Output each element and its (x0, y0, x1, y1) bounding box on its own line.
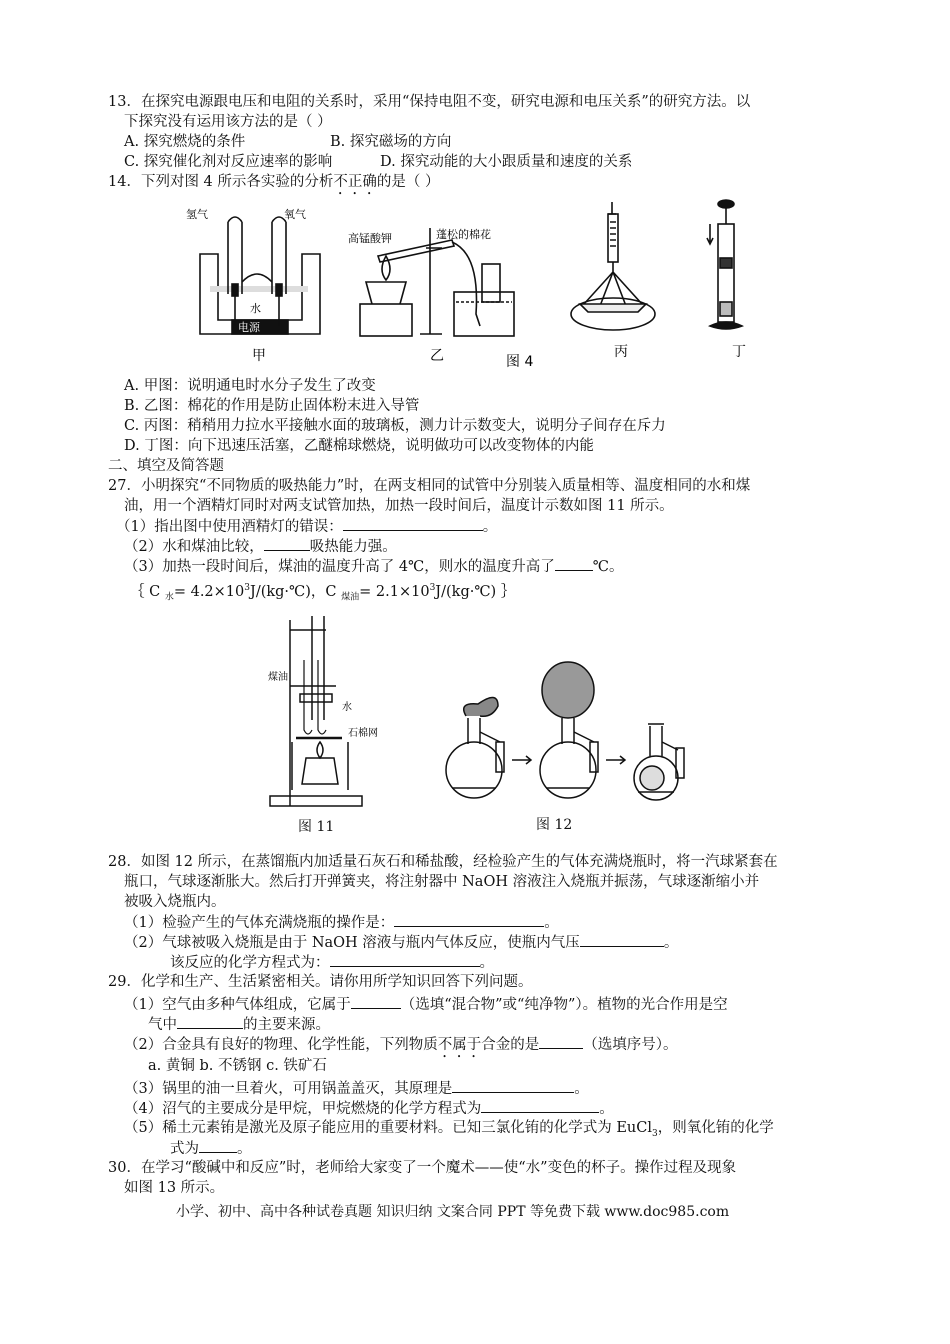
q13-option-a: A. 探究燃烧的条件 (124, 134, 246, 150)
q28-line2: 瓶口，气球逐渐胀大。然后打开弹簧夹，将注射器中 NaOH 溶液注入烧瓶并振荡，气球逐渐缩小并 (124, 874, 760, 890)
answer-blank[interactable] (394, 912, 544, 927)
q13-line1: 13．在探究电源跟电压和电阻的关系时，采用“保持电阻不变，研究电源和电压关系”的研究方法。以 (108, 94, 751, 110)
q29-sub4: （4）沼气的主要成分是甲烷，甲烷燃烧的化学方程式为 。 (124, 1098, 614, 1119)
label-asbestos: 石棉网 (348, 728, 378, 739)
q27-sub2: （2）水和煤油比较， 吸热能力强。 (124, 536, 397, 557)
figure-12 (438, 660, 700, 810)
q29-sub2-options: a. 黄铜 b. 不锈钢 c. 铁矿石 (148, 1058, 327, 1074)
answer-blank[interactable] (177, 1014, 243, 1029)
q30-line2: 如图 13 所示。 (124, 1180, 225, 1196)
q14-stem: 14．下列对图 4 所示各实验的分析不正确的是（ ） (108, 174, 440, 190)
answer-blank[interactable] (555, 556, 593, 571)
q14-option-d: D. 丁图：向下迅速压活塞，乙醚棉球燃烧，说明做功可以改变物体的内能 (124, 438, 594, 454)
q29-sub5-cont: 式为 。 (170, 1138, 252, 1159)
label-power-source: 电源 (238, 321, 260, 334)
q14-emphasis: 不正确 (333, 174, 377, 190)
q28-line1: 28．如图 12 所示，在蒸馏瓶内加适量石灰石和稀盐酸，经检验产生的气体充满烧瓶时，将一汽球紧套在 (108, 854, 778, 870)
label-hydrogen: 氢气 (186, 208, 208, 221)
label-cotton: 蓬松的棉花 (436, 228, 491, 241)
section-heading: 二、填空及简答题 (108, 458, 224, 474)
label-water: 水 (250, 302, 261, 315)
label-oxygen: 氧气 (284, 208, 306, 221)
q29-sub5: （5）稀土元素铕是激光及原子能应用的重要材料。已知三氯化铕的化学式为 EuCl$_3$，则氧化铕的化学 (124, 1120, 774, 1139)
label-bing: 丙 (614, 344, 628, 360)
page-footer: 小学、初中、高中各种试卷真题 知识归纳 文案合同 PPT 等免费下载 www.doc985.com (176, 1204, 730, 1220)
label-jia: 甲 (252, 348, 266, 364)
q29-sub2: （2）合金具有良好的物理、化学性能，下列物质不属于合金的是 （选填序号）。 (124, 1034, 677, 1061)
q14-option-b: B. 乙图：棉花的作用是防止固体粉末进入导管 (124, 398, 420, 414)
label-yi: 乙 (430, 348, 444, 364)
label-kerosene: 煤油 (268, 672, 288, 683)
label-water-11: 水 (342, 702, 352, 713)
q28-sub2b: 该反应的化学方程式为： 。 (170, 952, 494, 973)
answer-blank[interactable] (343, 516, 483, 531)
q14-option-c: C. 丙图：稍稍用力拉水平接触水面的玻璃板，测力计示数变大，说明分子间存在斥力 (124, 418, 666, 434)
q27-constants: ｛ C $_水= 4.2\times 10^3J/(kg\cdot℃)$，C $_{煤油}= 2.1\times 10^3J/(kg\cdot℃)$ ｝ (130, 583, 516, 603)
label-kmno4: 高锰酸钾 (348, 232, 392, 245)
q30-line1: 30．在学习“酸碱中和反应”时，老师给大家变了一个魔术——使“水”变色的杯子。操作过程及现象 (108, 1160, 737, 1176)
answer-blank[interactable] (580, 932, 664, 947)
q27-line2: 油，用一个酒精灯同时对两支试管加热，加热一段时间后，温度计示数如图 11 所示。 (124, 498, 674, 514)
q27-sub1: （1）指出图中使用酒精灯的错误： 。 (116, 516, 497, 537)
q29-line1: 29．化学和生产、生活紧密相关。请你用所学知识回答下列问题。 (108, 974, 533, 990)
answer-blank[interactable] (481, 1098, 599, 1113)
answer-blank[interactable] (330, 952, 480, 967)
q14-option-a: A. 甲图：说明通电时水分子发生了改变 (124, 378, 376, 394)
q28-sub2: （2）气球被吸入烧瓶是由于 NaOH 溶液与瓶内气体反应，使瓶内气压 。 (124, 932, 678, 953)
figure-11-caption: 图 11 (298, 819, 335, 835)
answer-blank[interactable] (539, 1034, 583, 1049)
figure-12-caption: 图 12 (536, 817, 573, 833)
figure-11 (262, 610, 378, 810)
figure-4-caption: 图 4 (506, 354, 534, 370)
q28-line3: 被吸入烧瓶内。 (124, 894, 226, 910)
q27-sub3: （3）加热一段时间后，煤油的温度升高了 4℃，则水的温度升高了 ℃。 (124, 556, 624, 577)
q29-sub1-cont: 气中 的主要来源。 (148, 1014, 330, 1035)
answer-blank[interactable] (351, 994, 401, 1009)
q13-line2: 下探究没有运用该方法的是（ ） (124, 114, 332, 130)
answer-blank[interactable] (199, 1138, 237, 1153)
q27-line1: 27．小明探究“不同物质的吸热能力”时，在两支相同的试管中分别装入质量相等、温度相同的水和煤 (108, 478, 751, 494)
q13-option-b: B. 探究磁场的方向 (330, 134, 452, 150)
q13-option-c: C. 探究催化剂对反应速率的影响 (124, 154, 333, 170)
label-ding: 丁 (732, 344, 746, 360)
answer-blank[interactable] (264, 536, 310, 551)
answer-blank[interactable] (452, 1078, 574, 1093)
q28-sub1: （1）检验产生的气体充满烧瓶的操作是： 。 (124, 912, 559, 933)
q13-option-d: D. 探究动能的大小跟质量和速度的关系 (380, 154, 633, 170)
q29-sub3: （3）锅里的油一旦着火，可用锅盖盖灭，其原理是 。 (124, 1078, 589, 1099)
figure-4 (180, 194, 780, 370)
q29-sub1: （1）空气由多种气体组成，它属于 （选填“混合物”或“纯净物”）。植物的光合作用是空 (124, 994, 728, 1015)
